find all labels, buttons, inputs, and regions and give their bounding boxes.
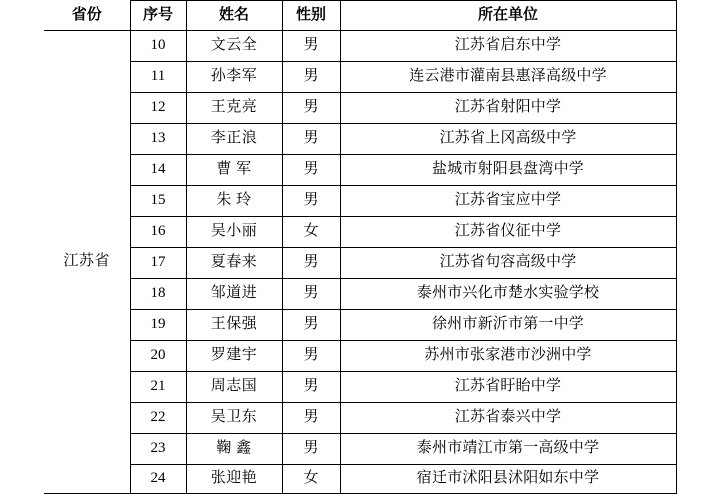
table-row (44, 465, 676, 494)
sex-cell: 男 (282, 403, 340, 434)
sex-cell: 男 (282, 279, 340, 310)
unit-cell: 江苏省仪征中学 (340, 217, 676, 248)
seq-cell: 17 (130, 248, 186, 279)
table-row (44, 279, 676, 310)
unit-cell: 宿迁市沭阳县沭阳如东中学 (340, 465, 676, 494)
seq-cell: 14 (130, 155, 186, 186)
seq-cell: 16 (130, 217, 186, 248)
column-header-province: 省份 (44, 1, 130, 31)
name-cell: 吴小丽 (186, 217, 282, 248)
seq-cell: 12 (130, 93, 186, 124)
column-header-unit: 所在单位 (340, 1, 676, 31)
unit-cell: 连云港市灌南县惠泽高级中学 (340, 62, 676, 93)
seq-cell: 19 (130, 310, 186, 341)
table-row (44, 310, 676, 341)
name-cell: 吴卫东 (186, 403, 282, 434)
column-header-sex: 性别 (282, 1, 340, 31)
name-cell: 朱 玲 (186, 186, 282, 217)
sex-cell: 男 (282, 186, 340, 217)
seq-cell: 18 (130, 279, 186, 310)
table-row (44, 155, 676, 186)
seq-cell: 23 (130, 434, 186, 465)
table-row (44, 372, 676, 403)
name-cell: 鞠 鑫 (186, 434, 282, 465)
unit-cell: 盐城市射阳县盘湾中学 (340, 155, 676, 186)
unit-cell: 泰州市兴化市楚水实验学校 (340, 279, 676, 310)
name-cell: 邹道进 (186, 279, 282, 310)
name-cell: 李正浪 (186, 124, 282, 155)
table-row (44, 403, 676, 434)
unit-cell: 江苏省句容高级中学 (340, 248, 676, 279)
unit-cell: 江苏省泰兴中学 (340, 403, 676, 434)
table-row (44, 248, 676, 279)
column-header-name: 姓名 (186, 1, 282, 31)
unit-cell: 苏州市张家港市沙洲中学 (340, 341, 676, 372)
name-cell: 王保强 (186, 310, 282, 341)
seq-cell: 22 (130, 403, 186, 434)
name-cell: 夏春来 (186, 248, 282, 279)
sex-cell: 男 (282, 372, 340, 403)
seq-cell: 10 (130, 31, 186, 62)
sex-cell: 男 (282, 310, 340, 341)
table-header (44, 1, 676, 31)
unit-cell: 泰州市靖江市第一高级中学 (340, 434, 676, 465)
table-row (44, 434, 676, 465)
name-cell: 孙李军 (186, 62, 282, 93)
seq-cell: 24 (130, 465, 186, 494)
sex-cell: 男 (282, 124, 340, 155)
table-row (44, 31, 676, 62)
sex-cell: 男 (282, 93, 340, 124)
table-header-row (44, 1, 676, 31)
name-cell: 周志国 (186, 372, 282, 403)
sex-cell: 女 (282, 217, 340, 248)
unit-cell: 江苏省上冈高级中学 (340, 124, 676, 155)
name-cell: 张迎艳 (186, 465, 282, 494)
sex-cell: 男 (282, 155, 340, 186)
province-cell: 江苏省 (44, 31, 130, 494)
table-row (44, 341, 676, 372)
unit-cell: 江苏省启东中学 (340, 31, 676, 62)
seq-cell: 13 (130, 124, 186, 155)
name-cell: 罗建宇 (186, 341, 282, 372)
table-row (44, 217, 676, 248)
sex-cell: 男 (282, 434, 340, 465)
sex-cell: 男 (282, 248, 340, 279)
sex-cell: 女 (282, 465, 340, 494)
sex-cell: 男 (282, 62, 340, 93)
unit-cell: 江苏省宝应中学 (340, 186, 676, 217)
table-row (44, 186, 676, 217)
table-row (44, 124, 676, 155)
table-row (44, 62, 676, 93)
unit-cell: 徐州市新沂市第一中学 (340, 310, 676, 341)
roster-table (44, 0, 677, 494)
sex-cell: 男 (282, 31, 340, 62)
seq-cell: 11 (130, 62, 186, 93)
name-cell: 曹 军 (186, 155, 282, 186)
sex-cell: 男 (282, 341, 340, 372)
name-cell: 文云全 (186, 31, 282, 62)
seq-cell: 15 (130, 186, 186, 217)
column-header-seq: 序号 (130, 1, 186, 31)
table-body (44, 31, 676, 494)
name-cell: 王克亮 (186, 93, 282, 124)
unit-cell: 江苏省盱眙中学 (340, 372, 676, 403)
seq-cell: 20 (130, 341, 186, 372)
seq-cell: 21 (130, 372, 186, 403)
table-row (44, 93, 676, 124)
unit-cell: 江苏省射阳中学 (340, 93, 676, 124)
